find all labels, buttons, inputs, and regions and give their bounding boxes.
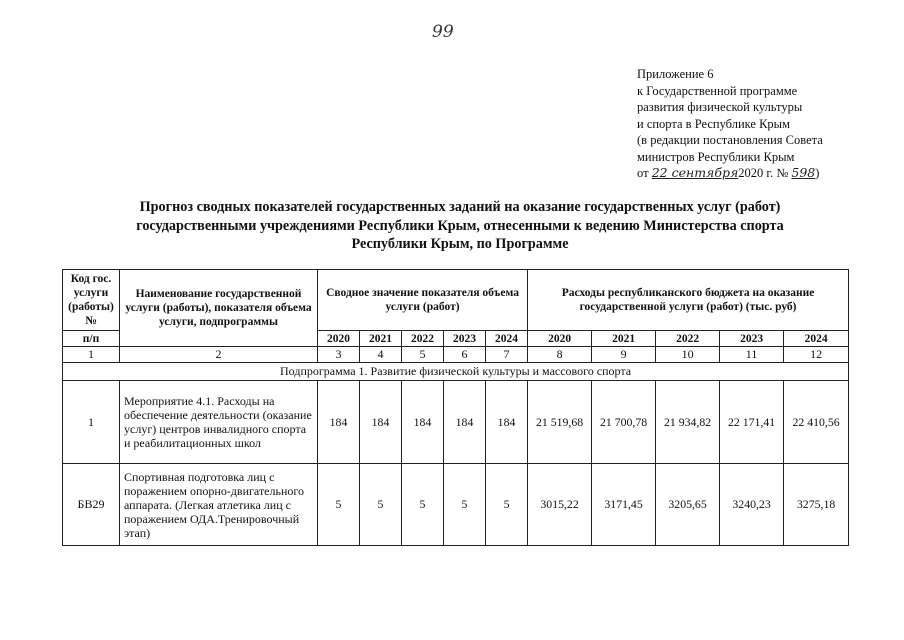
volume-cell: 5 xyxy=(360,464,402,546)
header-name: Наименование государственной услуги (работы), показателя объема услуги, подпрограммы xyxy=(120,270,318,347)
volume-cell: 184 xyxy=(444,381,486,464)
column-number: 3 xyxy=(318,347,360,363)
volume-cell: 5 xyxy=(318,464,360,546)
row-code: 1 xyxy=(63,381,120,464)
header-code-sub: п/п xyxy=(63,331,120,347)
column-number: 6 xyxy=(444,347,486,363)
expense-cell: 3205,65 xyxy=(656,464,720,546)
row-code: БВ29 xyxy=(63,464,120,546)
column-number: 1 xyxy=(63,347,120,363)
column-number: 7 xyxy=(486,347,528,363)
appendix-date-line xyxy=(637,165,897,182)
header-year: 2023 xyxy=(444,331,486,347)
volume-cell: 184 xyxy=(360,381,402,464)
row-name: Спортивная подготовка лиц с поражением опорно-двигательного аппарата. (Легкая атлетика лиц с поражением ОДА.Тренировочный этап) xyxy=(120,464,318,546)
header-year: 2021 xyxy=(360,331,402,347)
header-year: 2024 xyxy=(486,331,528,347)
expense-cell: 3240,23 xyxy=(720,464,784,546)
header-year: 2022 xyxy=(402,331,444,347)
expense-cell: 3171,45 xyxy=(592,464,656,546)
expense-cell: 21 934,82 xyxy=(656,381,720,464)
volume-cell: 184 xyxy=(318,381,360,464)
header-year: 2022 xyxy=(656,331,720,347)
appendix-line: и спорта в Республике Крым xyxy=(637,116,790,131)
date-suffix: 2020 г. № xyxy=(738,166,789,180)
handwritten-number: 598 xyxy=(791,165,816,180)
expense-cell: 3015,22 xyxy=(528,464,592,546)
expense-cell: 22 410,56 xyxy=(784,381,849,464)
handwritten-date: 22 сентября xyxy=(651,165,739,180)
table-row xyxy=(63,381,849,464)
date-prefix: от xyxy=(637,166,649,180)
column-number: 9 xyxy=(592,347,656,363)
volume-cell: 184 xyxy=(402,381,444,464)
column-number: 4 xyxy=(360,347,402,363)
volume-cell: 184 xyxy=(486,381,528,464)
column-number: 5 xyxy=(402,347,444,363)
table-row xyxy=(63,464,849,546)
appendix-line: развития физической культуры xyxy=(637,100,803,114)
expense-cell: 21 700,78 xyxy=(592,381,656,464)
subprogram-title: Подпрограмма 1. Развитие физической культуры и массового спорта xyxy=(63,363,849,381)
header-code: Код гос. услуги (работы) № xyxy=(63,270,120,331)
appendix-line: к Государственной программе xyxy=(637,83,798,98)
appendix-note xyxy=(637,66,897,182)
header-expenses: Расходы республиканского бюджета на оказание государственной услуги (работ) (тыс. руб) xyxy=(528,270,849,331)
appendix-line: (в редакции постановления Совета xyxy=(637,133,823,147)
page-number: 99 xyxy=(432,22,454,42)
volume-cell: 5 xyxy=(444,464,486,546)
appendix-line: Приложение 6 xyxy=(637,67,714,81)
close-paren: ) xyxy=(815,166,820,180)
expense-cell: 3275,18 xyxy=(784,464,849,546)
header-year: 2020 xyxy=(318,331,360,347)
column-number: 10 xyxy=(656,347,720,363)
column-number: 11 xyxy=(720,347,784,363)
column-number: 2 xyxy=(120,347,318,363)
header-year: 2020 xyxy=(528,331,592,347)
volume-cell: 5 xyxy=(402,464,444,546)
column-number: 12 xyxy=(784,347,849,363)
volume-cell: 5 xyxy=(486,464,528,546)
expense-cell: 22 171,41 xyxy=(720,381,784,464)
document-title: Прогноз сводных показателей государственных заданий на оказание государственных услуг (работ) государственными учреждениями Республики Крым, отнесенными к ведению Министерства спорта Республики Крым, по Программе xyxy=(136,199,784,252)
header-volume: Сводное значение показателя объема услуги (работ) xyxy=(318,270,528,331)
expense-cell: 21 519,68 xyxy=(528,381,592,464)
column-number: 8 xyxy=(528,347,592,363)
header-year: 2021 xyxy=(592,331,656,347)
forecast-table xyxy=(62,269,849,546)
appendix-line: министров Республики Крым xyxy=(637,149,795,164)
header-year: 2024 xyxy=(784,331,849,347)
header-year: 2023 xyxy=(720,331,784,347)
row-name: Мероприятие 4.1. Расходы на обеспечение деятельности (оказание услуг) центров инвалидного спорта и реабилитационных школ xyxy=(120,381,318,464)
